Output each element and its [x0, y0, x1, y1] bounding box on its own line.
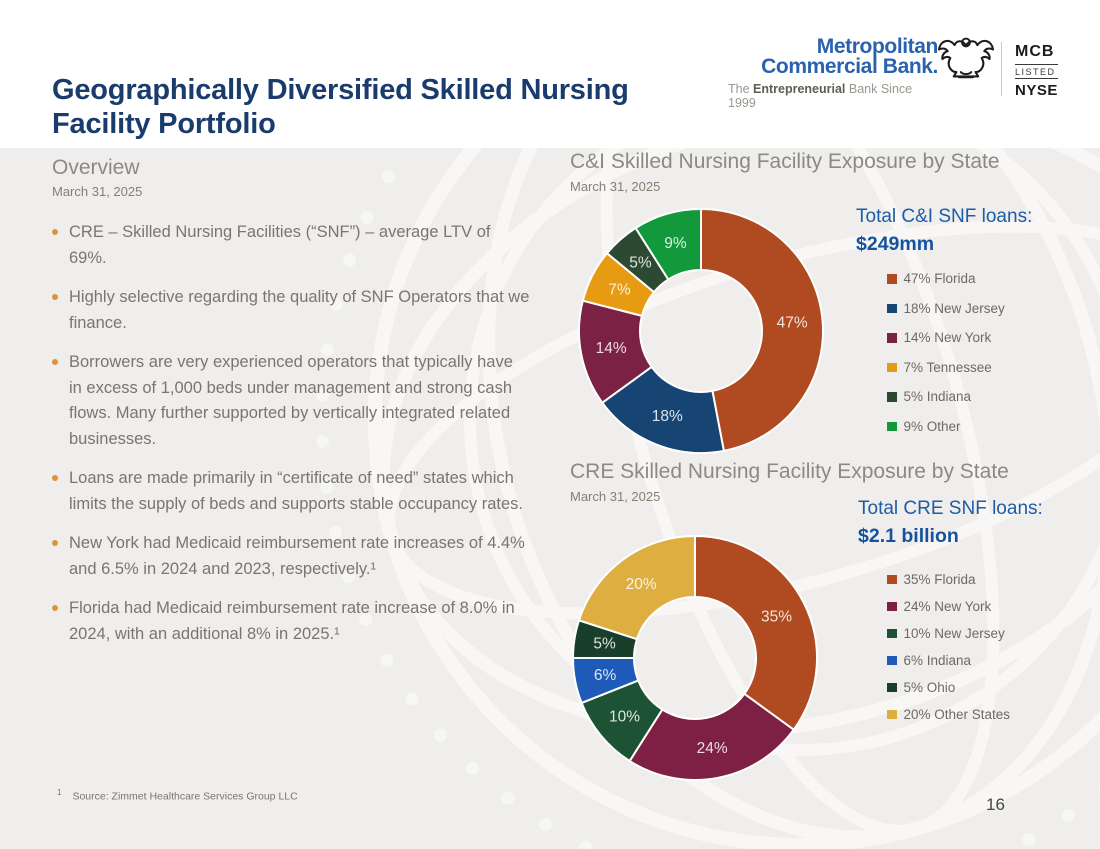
cre-total-label: Total CRE SNF loans: — [858, 498, 1043, 519]
bank-logo-wordmark — [738, 37, 938, 77]
eagle-logo-icon — [938, 32, 994, 86]
ci-legend — [887, 264, 1005, 441]
legend-label: 35% Florida — [903, 572, 976, 587]
bullet-dot-icon — [52, 540, 58, 546]
nyse-ticker-block — [1015, 43, 1058, 99]
legend-label: 9% Other — [903, 418, 961, 434]
legend-swatch-icon — [887, 575, 897, 585]
legend-item — [887, 264, 1005, 294]
page-title: Geographically Diversified Skilled Nursing Facility Portfolio — [52, 74, 629, 140]
donut-slice-florida — [695, 536, 817, 730]
slice-label: 5% — [593, 635, 616, 653]
legend-swatch-icon — [887, 683, 897, 693]
legend-swatch-icon — [887, 274, 897, 284]
legend-swatch-icon — [887, 333, 897, 343]
legend-swatch-icon — [887, 656, 897, 666]
legend-swatch-icon — [887, 363, 897, 373]
overview-bullet: Loans are made primarily in “certificate of need” states which limits the supply of beds and supports stable occupancy rates. — [52, 466, 530, 517]
source-footnote — [57, 788, 298, 803]
overview-bullet: Highly selective regarding the quality of SNF Operators that we finance. — [52, 285, 530, 336]
legend-label: 7% Tennessee — [903, 359, 992, 375]
legend-item — [887, 294, 1005, 324]
slice-label: 9% — [664, 235, 687, 253]
ticker-exchange: NYSE — [1015, 82, 1058, 99]
bank-name-line1: Metropolitan — [816, 35, 938, 58]
legend-label: 5% Indiana — [903, 389, 972, 405]
legend-item — [887, 323, 1005, 353]
bullet-dot-icon — [52, 359, 58, 365]
bullet-dot-icon — [52, 229, 58, 235]
overview-bullet: Borrowers are very experienced operators that typically have in excess of 1,000 beds under management and strong cash flows. Many further supported by vertically integrated related businesses. — [52, 350, 530, 452]
slice-label: 24% — [696, 739, 728, 757]
slice-label: 6% — [593, 667, 617, 685]
legend-swatch-icon — [887, 710, 897, 720]
bullet-dot-icon — [52, 294, 58, 300]
legend-label: 14% New York — [903, 330, 992, 346]
bullet-dot-icon — [52, 475, 58, 481]
slice-label: 35% — [760, 608, 793, 626]
cre-donut-chart — [556, 528, 836, 790]
ci-chart-date: March 31, 2025 — [570, 179, 661, 194]
overview-bullet: CRE – Skilled Nursing Facilities (“SNF”) – average LTV of 69%. — [52, 220, 530, 271]
legend-label: 47% Florida — [903, 271, 976, 287]
legend-swatch-icon — [887, 602, 897, 612]
legend-swatch-icon — [887, 422, 897, 432]
bank-name-line2: Commercial Bank. — [761, 55, 938, 78]
slice-label: 14% — [595, 340, 627, 358]
legend-label: 24% New York — [903, 599, 992, 614]
overview-bullet: New York had Medicaid reimbursement rate increases of 4.4% and 6.5% in 2024 and 2023, respectively.¹ — [52, 531, 530, 582]
legend-item — [887, 674, 1010, 701]
ticker-listed-label: LISTED — [1015, 64, 1058, 79]
ci-total-label: Total C&I SNF loans: — [856, 206, 1033, 227]
cre-chart-date: March 31, 2025 — [570, 489, 661, 504]
slice-label: 47% — [776, 314, 808, 332]
legend-item — [887, 382, 1005, 412]
legend-item — [887, 647, 1010, 674]
overview-bullets — [52, 220, 530, 661]
legend-label: 20% Other States — [903, 707, 1011, 722]
overview-heading: Overview — [52, 156, 140, 179]
footnote-marker: 1 — [57, 788, 62, 797]
legend-item — [887, 701, 1010, 728]
legend-item — [887, 593, 1010, 620]
footnote-text: Source: Zimmet Healthcare Services Group LLC — [72, 790, 298, 803]
slice-label: 18% — [651, 408, 683, 426]
legend-swatch-icon — [887, 304, 897, 314]
legend-label: 10% New Jersey — [903, 626, 1005, 641]
ci-chart-title: C&I Skilled Nursing Facility Exposure by State — [570, 150, 1000, 173]
ticker-symbol: MCB — [1015, 43, 1055, 60]
legend-label: 5% Ohio — [903, 680, 956, 695]
ci-total-value: $249mm — [856, 233, 935, 255]
slice-label: 5% — [629, 254, 652, 272]
page-number: 16 — [986, 795, 1005, 814]
legend-swatch-icon — [887, 392, 897, 402]
cre-total-value: $2.1 billion — [858, 525, 959, 547]
ci-donut-chart — [562, 200, 842, 462]
bullet-dot-icon — [52, 605, 58, 611]
legend-label: 6% Indiana — [903, 653, 972, 668]
legend-label: 18% New Jersey — [903, 300, 1005, 316]
cre-legend — [887, 566, 1010, 728]
logo-divider — [1001, 42, 1002, 96]
legend-swatch-icon — [887, 629, 897, 639]
legend-item — [887, 353, 1005, 383]
slice-label: 10% — [608, 708, 641, 726]
slice-label: 20% — [625, 576, 657, 593]
bank-tagline: The Entrepreneurial Bank Since 1999 — [728, 82, 913, 110]
legend-item — [887, 566, 1010, 593]
legend-item — [887, 412, 1005, 442]
overview-date: March 31, 2025 — [52, 184, 143, 199]
overview-bullet: Florida had Medicaid reimbursement rate increase of 8.0% in 2024, with an additional 8% in 2025.¹ — [52, 596, 530, 647]
slice-label: 7% — [608, 281, 631, 299]
cre-chart-title: CRE Skilled Nursing Facility Exposure by State — [570, 460, 1009, 483]
legend-item — [887, 620, 1010, 647]
